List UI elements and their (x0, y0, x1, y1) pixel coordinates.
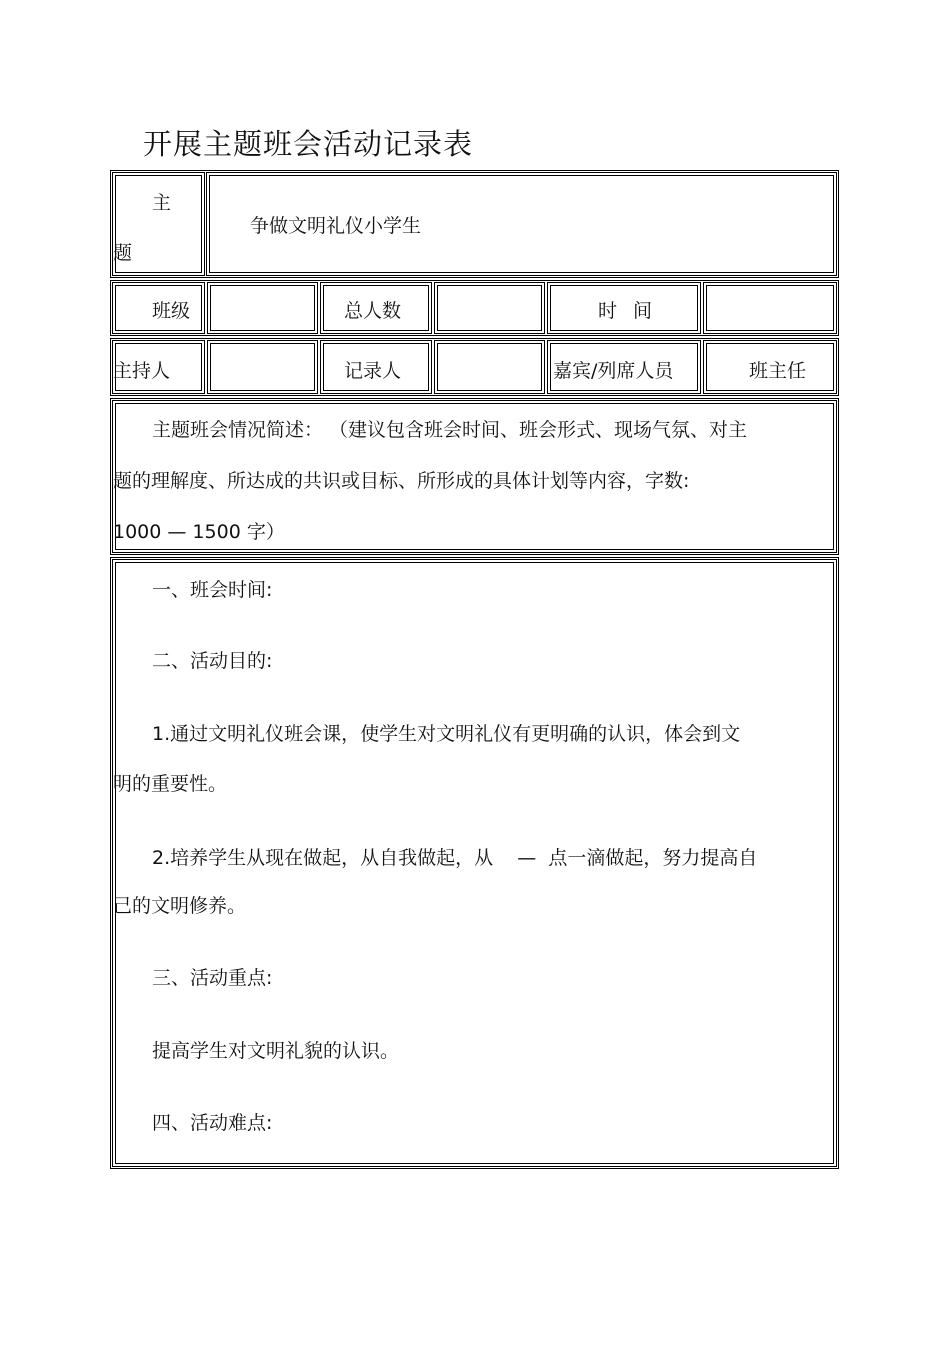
goal-item-1-line1: 1.通过文明礼仪班会课，使学生对文明礼仪有更明确的认识，体会到文 (152, 723, 741, 745)
summary-line-1: 主题班会情况简述： （建议包含班会时间、班会形式、现场气氛、对主 (152, 419, 748, 441)
page-title: 开展主题班会活动记录表 (143, 127, 474, 161)
summary-line-3: 1000 — 1500 字） (113, 521, 285, 543)
section-time-heading: 一、班会时间: (152, 579, 273, 601)
time-value-cell (703, 282, 837, 334)
topic-label-line1: 主 (152, 192, 172, 214)
goal-item-2-line2: 己的文明修养。 (113, 895, 247, 917)
total-value-cell (434, 282, 545, 334)
total-label: 总人数 (344, 300, 402, 322)
guests-label: 嘉宾/列席人员 (553, 360, 674, 382)
summary-line-2: 题的理解度、所达成的共识或目标、所形成的具体计划等内容，字数: (113, 470, 690, 492)
focus-text: 提高学生对文明礼貌的认识。 (152, 1040, 400, 1062)
host-label: 主持人 (113, 360, 171, 382)
section-difficulty-heading: 四、活动难点: (152, 1112, 273, 1134)
topic-label-line2: 题 (113, 242, 133, 264)
guests-value: 班主任 (749, 360, 807, 382)
time-label: 时 间 (598, 300, 653, 322)
recorder-label: 记录人 (344, 360, 402, 382)
topic-value: 争做文明礼仪小学生 (250, 215, 422, 237)
section-focus-heading: 三、活动重点: (152, 967, 273, 989)
section-goal-heading: 二、活动目的: (152, 650, 273, 672)
class-label: 班级 (152, 300, 191, 322)
class-value-cell (207, 282, 318, 334)
host-value-cell (207, 340, 318, 394)
goal-item-2-line1: 2.培养学生从现在做起，从自我做起，从 — 点一滴做起，努力提高自 (152, 847, 758, 869)
recorder-value-cell (434, 340, 545, 394)
goal-item-1-line2: 明的重要性。 (113, 773, 228, 795)
